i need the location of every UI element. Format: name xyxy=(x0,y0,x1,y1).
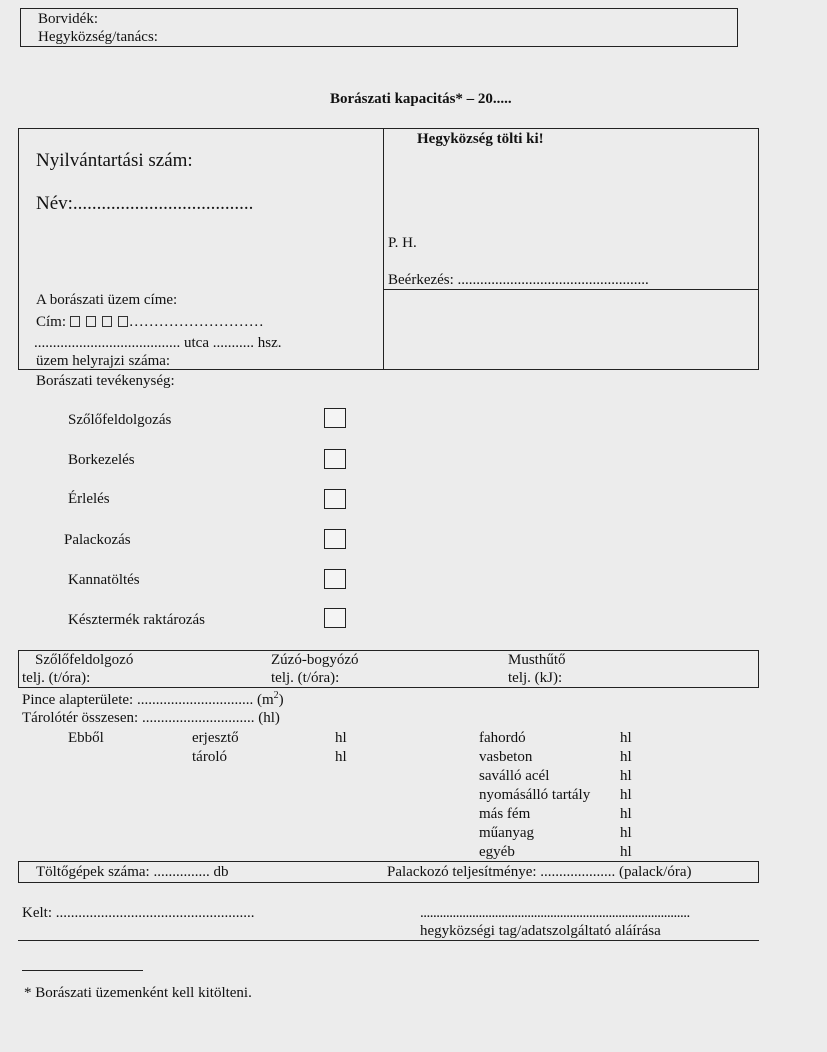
unit-label: hl xyxy=(620,844,632,860)
unit-label: hl xyxy=(620,787,632,803)
registration-number-label: Nyilvántartási szám: xyxy=(36,150,193,171)
activity-checkbox[interactable] xyxy=(324,529,346,549)
postcode-box-icon[interactable] xyxy=(86,316,96,327)
must-cooler-label: Musthűtő xyxy=(508,652,566,668)
tank-type-label: nyomásálló tartály xyxy=(479,787,591,803)
footnote-rule xyxy=(22,970,143,971)
region-label: Borvidék: xyxy=(38,11,98,27)
activity-label: Palackozás xyxy=(64,532,131,548)
unit-label: hl xyxy=(335,730,347,746)
activity-checkbox[interactable] xyxy=(324,608,346,628)
address-title: A borászati üzem címe: xyxy=(36,292,178,308)
tank-type-label: tároló xyxy=(192,749,227,765)
filling-machines-field[interactable]: Töltőgépek száma: ............... db xyxy=(36,864,229,880)
office-fill-note: Hegyközség tölti ki! xyxy=(417,131,544,147)
footnote: * Borászati üzemenként kell kitölteni. xyxy=(24,985,252,1001)
street-field[interactable]: ....................................... utca ........... hsz. xyxy=(34,335,282,351)
tank-type-label: egyéb xyxy=(479,844,515,860)
tank-units-right xyxy=(620,730,632,863)
activity-checkbox[interactable] xyxy=(324,569,346,589)
address-label: Cím: xyxy=(36,314,67,330)
unit-label: hl xyxy=(620,806,632,822)
bottling-capacity-field[interactable]: Palackozó teljesítménye: .................... (palack/óra) xyxy=(387,864,692,880)
received-field[interactable]: Beérkezés: ................................................... xyxy=(388,272,649,288)
stamp-label: P. H. xyxy=(388,235,417,251)
of-which-label: Ebből xyxy=(68,730,104,746)
community-label: Hegyközség/tanács: xyxy=(38,29,158,45)
registration-divider xyxy=(383,128,384,370)
crusher-label: Szőlőfeldolgozó xyxy=(35,652,134,668)
office-divider xyxy=(383,289,759,290)
signature-dots[interactable]: ................................................................................... xyxy=(420,905,690,921)
postcode-box-icon[interactable] xyxy=(70,316,80,327)
tank-type-label: más fém xyxy=(479,806,531,822)
activity-checkbox[interactable] xyxy=(324,408,346,428)
unit-label: hl xyxy=(620,749,632,765)
postcode-box-icon[interactable] xyxy=(102,316,112,327)
activity-checkbox[interactable] xyxy=(324,449,346,469)
crusher-capacity-field[interactable]: telj. (t/óra): xyxy=(22,670,91,686)
activity-label: Borkezelés xyxy=(68,452,135,468)
unit-label: hl xyxy=(620,730,632,746)
lot-number-label[interactable]: üzem helyrajzi száma: xyxy=(36,353,171,369)
destemmer-label: Zúzó-bogyózó xyxy=(271,652,359,668)
activity-label: Érlelés xyxy=(68,491,110,507)
cellar-area-field[interactable]: Pince alapterülete: ............................... $(m^2)$ xyxy=(22,690,284,708)
tank-type-label: saválló acél xyxy=(479,768,550,784)
postcode-box-icon[interactable] xyxy=(118,316,128,327)
address-field[interactable] xyxy=(36,314,264,331)
activities-title: Borászati tevékenység: xyxy=(36,373,175,389)
tank-types-left xyxy=(192,730,239,768)
date-field[interactable]: Kelt: ..................................................... xyxy=(22,905,255,921)
unit-label: hl xyxy=(335,749,347,765)
page-title: Borászati kapacitás* – 20..... xyxy=(330,91,512,107)
tank-types-right xyxy=(479,730,590,863)
tank-type-label: műanyag xyxy=(479,825,534,841)
name-field[interactable]: Név:...................................... xyxy=(36,193,254,214)
tank-units-left xyxy=(335,730,347,768)
signer-label: hegyközségi tag/adatszolgáltató aláírása xyxy=(420,923,661,939)
destemmer-capacity-field[interactable]: telj. (t/óra): xyxy=(271,670,340,686)
address-dots: ……………………… xyxy=(128,314,264,330)
tank-type-label: vasbeton xyxy=(479,749,533,765)
unit-label: hl xyxy=(620,825,632,841)
signature-rule xyxy=(18,940,759,941)
tank-type-label: erjesztő xyxy=(192,730,239,746)
activity-label: Késztermék raktározás xyxy=(68,612,206,628)
tank-type-label: fahordó xyxy=(479,730,526,746)
activity-checkbox[interactable] xyxy=(324,489,346,509)
must-cooler-capacity-field[interactable]: telj. (kJ): xyxy=(508,670,563,686)
storage-total-field[interactable]: Tárolótér összesen: .............................. (hl) xyxy=(22,710,280,726)
activity-label: Szőlőfeldolgozás xyxy=(68,412,172,428)
activity-label: Kannatöltés xyxy=(68,572,140,588)
unit-label: hl xyxy=(620,768,632,784)
